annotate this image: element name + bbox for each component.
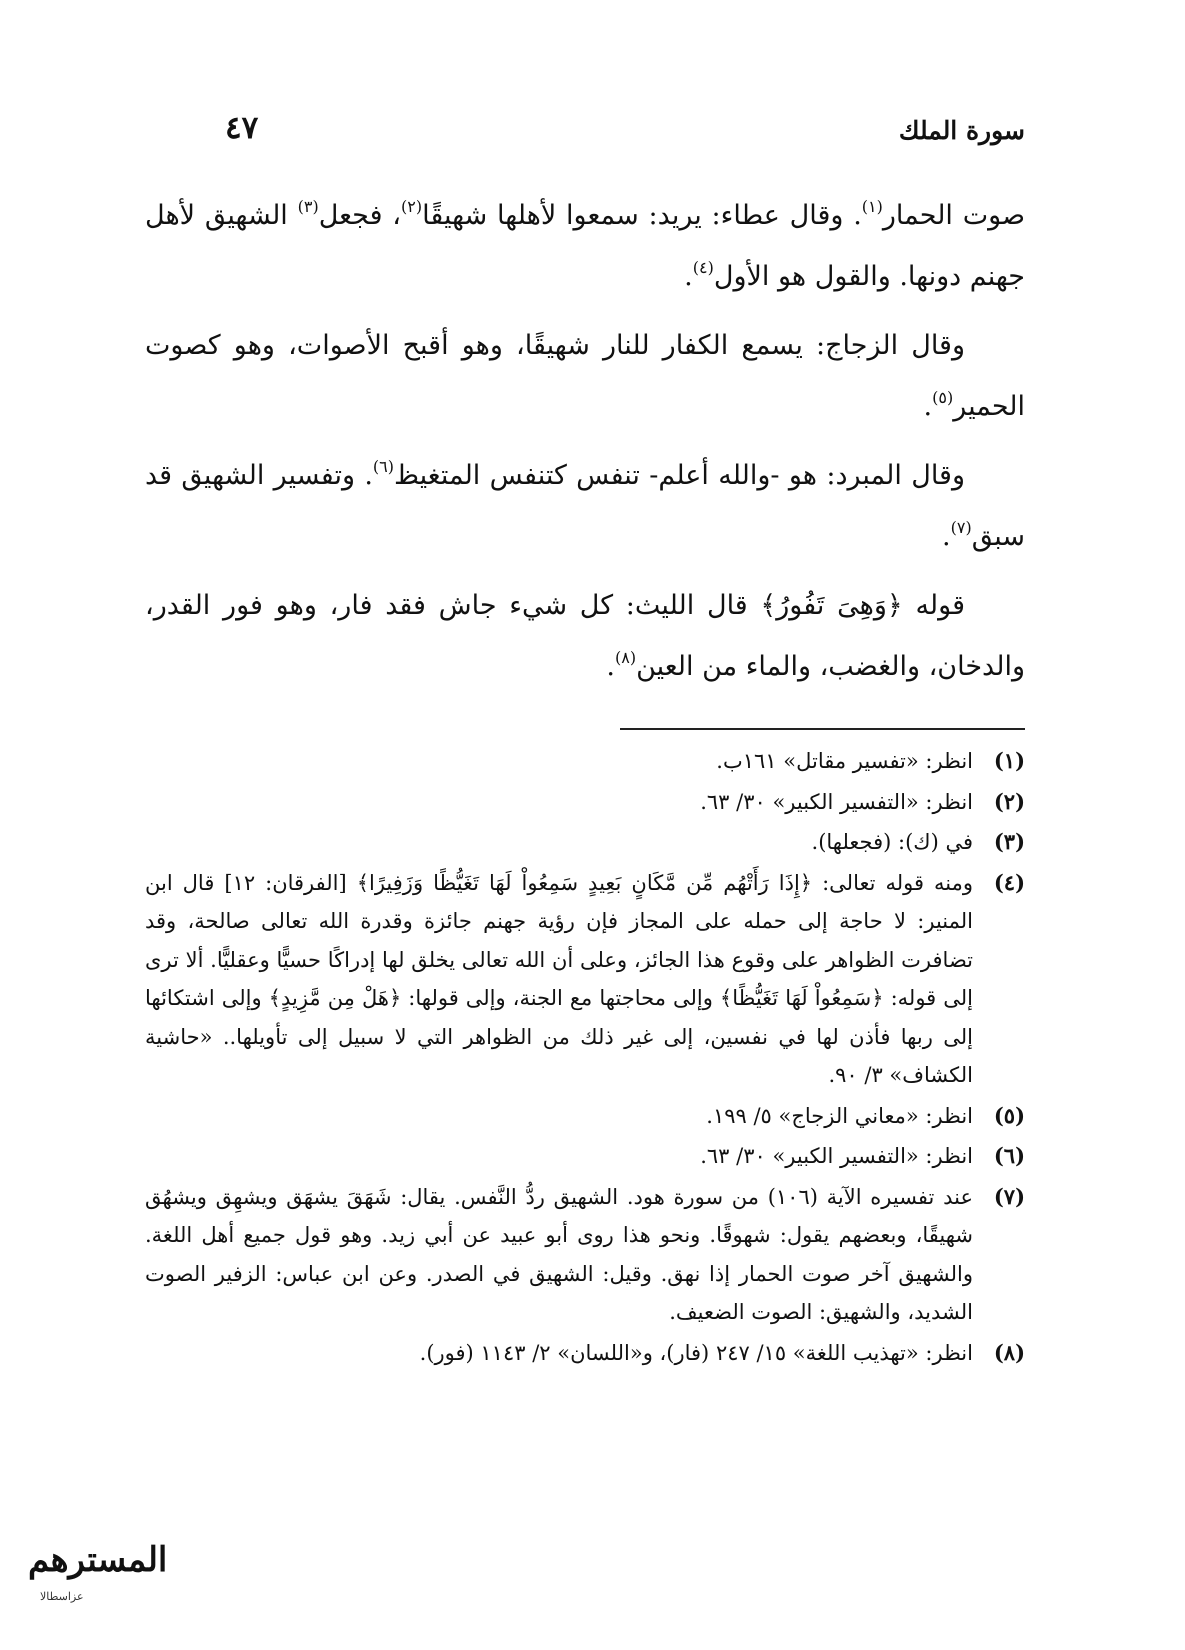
logo-subtext: عزاسطالا — [40, 1590, 84, 1603]
footnote-ref-4: (٤) — [692, 258, 714, 277]
footnote-text: انظر: «التفسير الكبير» ٣٠/ ٦٣. — [700, 789, 973, 814]
surah-title: سورة الملك — [898, 116, 1025, 145]
footnotes — [145, 742, 1025, 1374]
text-run: الشهيق لأهل جهنم دونها. والقول هو الأول — [145, 200, 1025, 292]
text-run: . — [684, 261, 693, 292]
text-run: . — [942, 521, 951, 552]
text-run: وقال المبرد: هو -والله أعلم- تنفس كتنفس المتغيظ — [394, 460, 965, 491]
main-text — [145, 185, 1025, 705]
footnote-number: (٨) — [993, 1339, 1025, 1365]
footnote-item — [145, 742, 1025, 781]
footnote-number: (٧) — [993, 1183, 1025, 1209]
footnote-ref-3: (٣) — [297, 197, 319, 216]
footnote-text: عند تفسيره الآية (١٠٦) من سورة هود. الشهيق ردُّ النَّفس. يقال: شَهَقَ يشهَق ويشهِق ويشهُق شهيقًا، وبعضهم يقول: شهوقًا. ونحو هذا روى أبو عبيد عن أبي زيد. وهو قول جميع أهل اللغة. والشهيق آخر صوت الحمار إذا نهق. وقيل: الشهيق في الصدر. وعن ابن عباس: الزفير الصوت الشديد، والشهيق: الصوت الضعيف. — [145, 1184, 973, 1324]
footnote-item — [145, 783, 1025, 822]
footnote-text: انظر: «تهذيب اللغة» ١٥/ ٢٤٧ (فار)، و«اللسان» ٢/ ١١٤٣ (فور). — [419, 1340, 973, 1365]
footnote-item — [145, 864, 1025, 1095]
paragraph-1 — [145, 185, 1025, 307]
footnote-text: في (ك): (فجعلها). — [811, 830, 973, 854]
paragraph-4 — [145, 575, 1025, 697]
footnote-item — [145, 1334, 1025, 1373]
footnote-item — [145, 1178, 1025, 1332]
footnote-number: (٥) — [993, 1102, 1025, 1128]
logo-wordmark: المسترهم — [28, 1540, 168, 1580]
text-run: صوت الحمار — [882, 200, 1026, 231]
footnote-item — [145, 1137, 1025, 1176]
footnote-divider — [620, 728, 1025, 730]
footnote-ref-8: (٨) — [614, 648, 637, 667]
page-number: ٤٧ — [225, 110, 259, 146]
footnote-ref-2: (٢) — [401, 197, 423, 216]
text-run: . وقال عطاء: يريد: سمعوا لأهلها شهيقًا — [422, 200, 862, 231]
text-run: ، فجعل — [318, 200, 402, 231]
footnote-text: انظر: «معاني الزجاج» ٥/ ١٩٩. — [706, 1103, 973, 1128]
footnote-item — [145, 823, 1025, 862]
footnote-text: انظر: «التفسير الكبير» ٣٠/ ٦٣. — [700, 1144, 973, 1168]
text-run: قوله ﴿وَهِىَ تَفُورُ﴾ قال الليث: كل شيء جاش فقد فار، وهو فور القدر، والدخان، والغضب، والماء من العين — [145, 590, 1025, 682]
footnote-text: انظر: «تفسير مقاتل» ١٦١ب. — [716, 749, 973, 773]
footnote-ref-5: (٥) — [932, 388, 954, 407]
text-run: وقال الزجاج: يسمع الكفار للنار شهيقًا، وهو أقبح الأصوات، وهو كصوت الحمير — [145, 330, 1025, 422]
footnote-number: (٢) — [993, 788, 1025, 814]
footnote-ref-1: (١) — [861, 197, 883, 216]
footnote-number: (٣) — [993, 829, 1025, 854]
text-run: . — [606, 651, 615, 682]
footnote-ref-7: (٧) — [950, 518, 972, 537]
text-run: . — [923, 391, 933, 422]
footnote-text: ومنه قوله تعالى: ﴿إِذَا رَأَتْهُم مِّن مَّكَانٍ بَعِيدٍ سَمِعُواْ لَهَا تَغَيُّظًا وَزَفِيرًا﴾ [الفرقان: ١٢] قال ابن المنير: لا حاجة إلى حمله على المجاز فإن رؤية جهنم جائزة وقدرة الله تعالى صالحة، وقد تضافرت الظواهر على وقوع هذا الجائز، وعلى أن الله تعالى يخلق لها إدراكًا حسيًّا وعقليًّا. ألا ترى إلى قوله: ﴿سَمِعُواْ لَهَا تَغَيُّظًا﴾ وإلى محاجتها مع الجنة، وإلى قولها: ﴿هَلْ مِن مَّزِيدٍ﴾ وإلى اشتكائها إلى ربها فأذن لها في نفسين، إلى غير ذلك من الظواهر التي لا سبيل إلى تأويلها.. «حاشية الكشاف» ٣/ ٩٠. — [145, 870, 973, 1087]
page-header — [225, 110, 1025, 160]
footnote-number: (١) — [993, 748, 1025, 773]
text-run: . وتفسير الشهيق قد سبق — [145, 460, 1025, 552]
footnote-item — [145, 1097, 1025, 1136]
footnote-number: (٤) — [993, 869, 1025, 895]
footnote-number: (٦) — [993, 1143, 1025, 1168]
publisher-logo — [28, 1540, 168, 1620]
paragraph-2 — [145, 315, 1025, 437]
footnote-ref-6: (٦) — [372, 457, 395, 476]
paragraph-3 — [145, 445, 1025, 567]
